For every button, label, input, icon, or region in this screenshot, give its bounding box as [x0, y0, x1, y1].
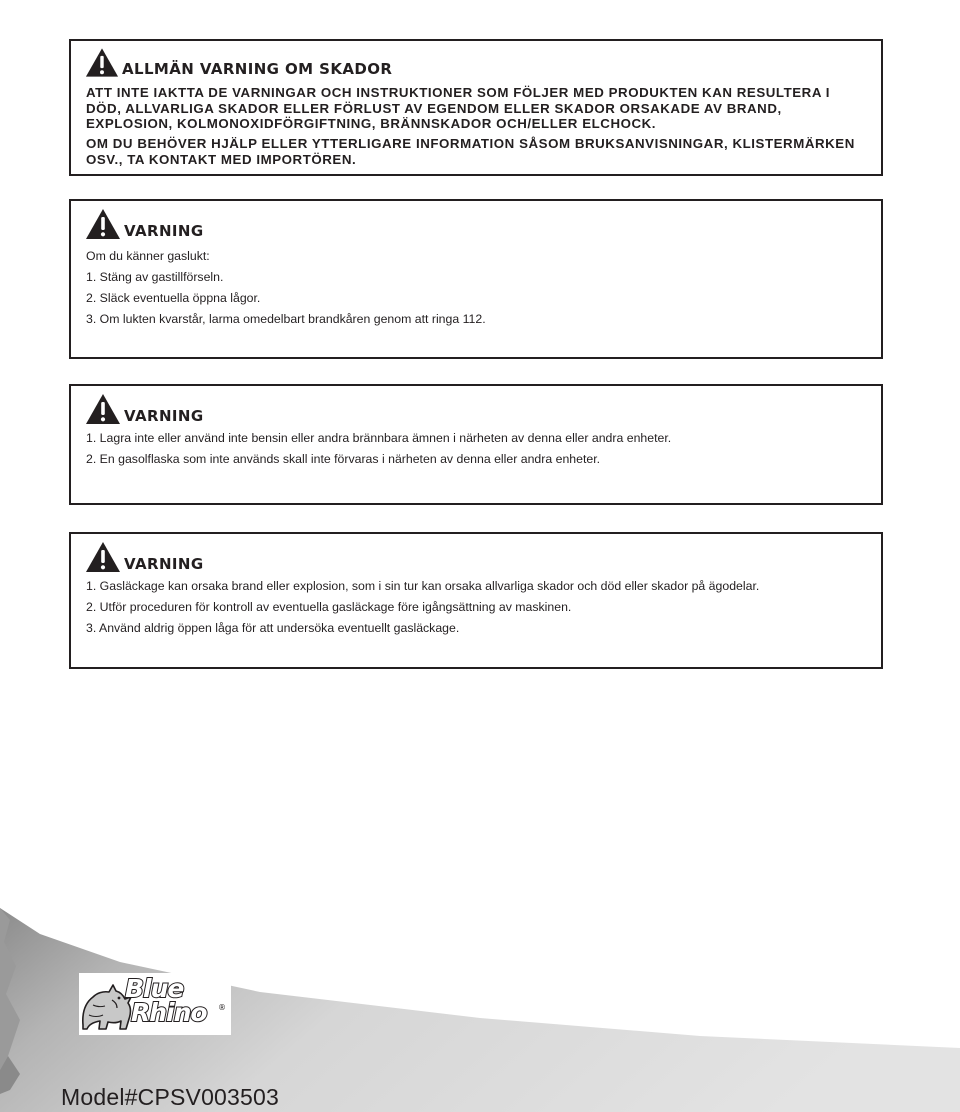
blue-rhino-logo: [79, 973, 231, 1035]
general-warning-paragraph: OM DU BEHÖVER HJÄLP ELLER YTTERLIGARE INFORMATION SÅSOM BRUKSANVISNINGAR, KLISTERMÄRKEN OSV., TA KONTAKT MED IMPORTÖREN.: [86, 136, 855, 167]
warning-triangle-icon: [85, 208, 121, 240]
warning-heading: [85, 541, 204, 573]
warning-line: 2. Utför proceduren för kontroll av eventuella gasläckage före igångsättning av maskinen.: [86, 599, 572, 614]
warning-lines: [86, 246, 871, 330]
general-warning-paragraph: ATT INTE IAKTTA DE VARNINGAR OCH INSTRUKTIONER SOM FÖLJER MED PRODUKTEN KAN RESULTERA I DÖD, ALLVARLIGA SKADOR ELLER FÖRLUST AV EGENDOM ELLER SKADOR ORSAKADE AV BRAND, EXPLOSION, KOLMONOXIDFÖRGIFTNING, BRÄNNSKADOR OCH/ELLER ELCHOCK.: [86, 85, 830, 131]
warning-line: 3. Använd aldrig öppen låga för att undersöka eventuellt gasläckage.: [86, 620, 460, 635]
warning-triangle-icon: [85, 47, 119, 78]
warning-line: 3. Om lukten kvarstår, larma omedelbart brandkåren genom att ringa 112.: [86, 311, 486, 326]
warning-line: Om du känner gaslukt:: [86, 249, 210, 263]
warning-title: VARNING: [124, 407, 204, 425]
model-number: Model#CPSV003503: [61, 1084, 280, 1110]
warning-triangle-icon: [85, 393, 121, 425]
warning-line: 1. Lagra inte eller använd inte bensin eller andra brännbara ämnen i närheten av denna eller andra enheter.: [86, 431, 672, 445]
warning-lines: [86, 428, 871, 470]
warning-heading: [85, 208, 204, 240]
general-warning-heading: [85, 47, 392, 78]
warning-line: 1. Stäng av gastillförseln.: [86, 269, 224, 284]
logo-text-rhino: Rhino: [131, 998, 207, 1027]
logo-text-blue: Blue: [125, 974, 184, 1003]
flammable-storage-warning-box: [69, 384, 883, 505]
gas-leak-warning-box: [69, 532, 883, 669]
gas-smell-warning-box: [69, 199, 883, 359]
warning-line: 1. Gasläckage kan orsaka brand eller explosion, som i sin tur kan orsaka allvarliga skador och död eller skador på ägodelar.: [86, 579, 760, 593]
warning-line: 2. En gasolflaska som inte används skall inte förvaras i närheten av denna eller andra enheter.: [86, 451, 601, 466]
general-injury-warning-box: [69, 39, 883, 176]
registered-mark: ®: [218, 1003, 226, 1012]
warning-line: 2. Släck eventuella öppna lågor.: [86, 290, 261, 305]
warning-title: VARNING: [124, 222, 204, 240]
warning-triangle-icon: [85, 541, 121, 573]
warning-lines: [86, 576, 871, 639]
general-warning-title: ALLMÄN VARNING OM SKADOR: [122, 60, 393, 78]
warning-title: VARNING: [124, 555, 204, 573]
warning-heading: [85, 393, 204, 425]
